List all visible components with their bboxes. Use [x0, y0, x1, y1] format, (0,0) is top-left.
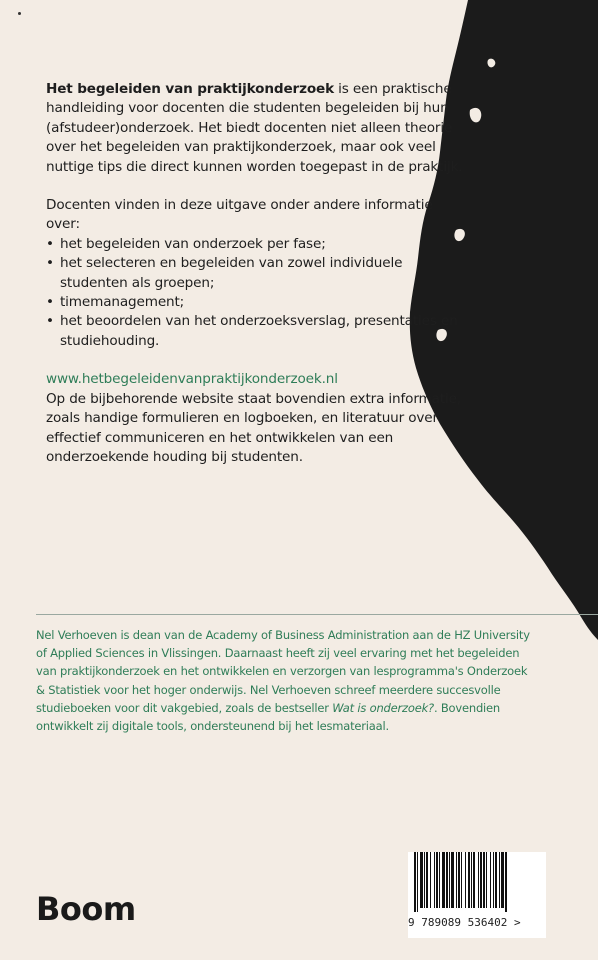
- publisher-logo: Boom: [36, 890, 136, 928]
- back-cover-blurb: [46, 80, 466, 467]
- book-title-bold: Het begeleiden van praktijkonderzoek: [46, 81, 334, 97]
- isbn-number: 9 789089 536402 >: [408, 916, 521, 929]
- list-item: • het begeleiden van onderzoek per fase;: [46, 235, 466, 254]
- barcode-bars: [408, 852, 540, 912]
- divider: [36, 614, 598, 615]
- print-dot: [18, 12, 21, 15]
- list-item: • het selecteren en begeleiden van zowel individuele studenten als groepen;: [46, 254, 466, 293]
- author-bio: [36, 626, 536, 735]
- contents-intro: Docenten vinden in deze uitgave onder andere informatie over:: [46, 197, 433, 233]
- intro-text: is een praktische handleiding voor docenten die studenten begeleiden bij hun (afstudeer)onderzoek. Het biedt docenten niet alleen theorie over het begeleiden van praktijkonderzoek, maar ook veel nuttige tips die direct kunnen worden toegepast in de praktijk.: [46, 81, 463, 175]
- intro-paragraph: [46, 80, 466, 177]
- list-item: • timemanagement;: [46, 293, 466, 312]
- author-bio-text-end: . Bovendien ontwikkelt zij digitale tools, ondersteunend bij het lesmateriaal.: [36, 700, 501, 734]
- contents-list: [46, 235, 466, 351]
- bestseller-title: Wat is onderzoek?: [332, 700, 434, 715]
- author-bio-text: Nel Verhoeven is dean van de Academy of Business Administration aan de HZ University of Applied Sciences in Vlissingen. Daarnaast heeft zij veel ervaring met het begeleiden van praktijkonderzoek en het ontwikkelen en verzorgen van lesprogramma's Onderzoek & Statistiek voor het hoger onderwijs. Nel Verhoeven schreef meerdere succesvolle studieboeken voor dit vakgebied, zoals de bestseller: [36, 628, 530, 715]
- isbn-barcode: [408, 852, 546, 938]
- website-url: www.hetbegeleidenvanpraktijkonderzoek.nl: [46, 371, 338, 388]
- list-item: • het beoordelen van het onderzoeksverslag, presentaties en studiehouding.: [46, 312, 466, 351]
- website-description: Op de bijbehorende website staat bovendien extra informatie, zoals handige formulieren en logboeken, en literatuur over effectief communiceren en het ontwikkelen van een onderzoekende houding bij studenten.: [46, 390, 461, 465]
